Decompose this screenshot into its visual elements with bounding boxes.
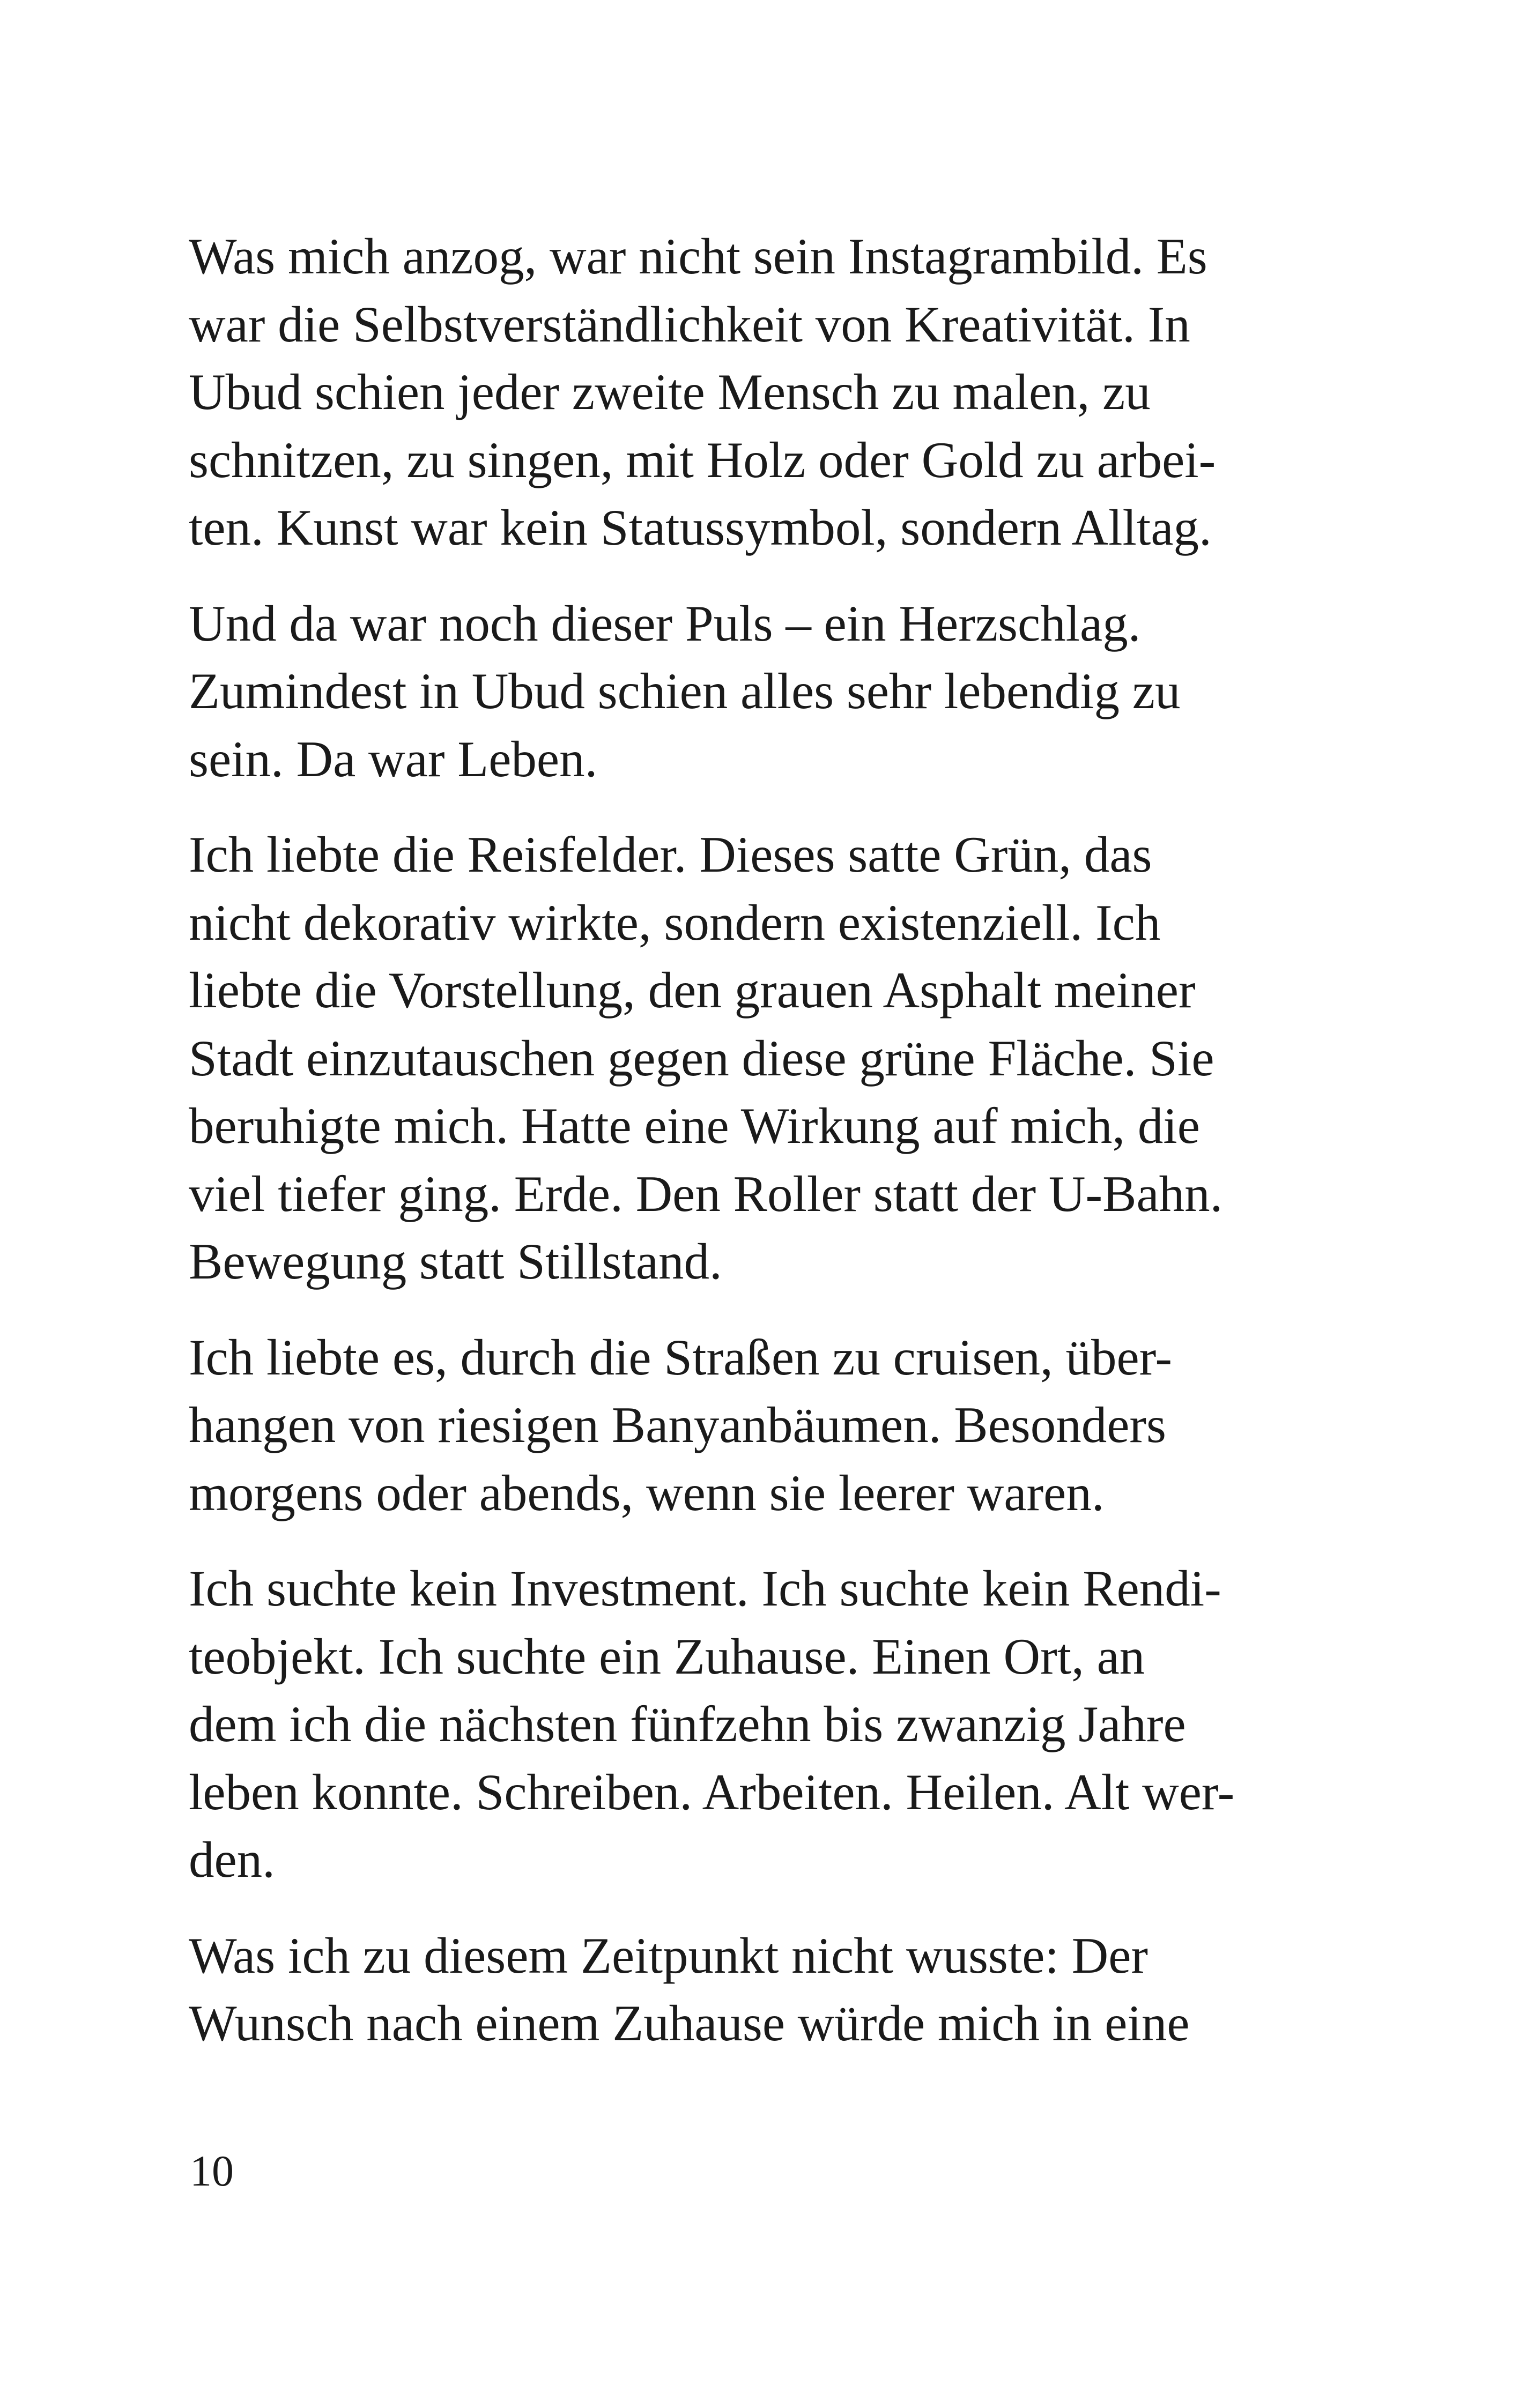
text-line: den. xyxy=(189,1831,275,1888)
text-line: beruhigte mich. Hatte eine Wirkung auf mich, die xyxy=(189,1097,1200,1154)
paragraph-5 xyxy=(189,1555,1309,1894)
text-line: dem ich die nächsten fünfzehn bis zwanzig Jahre xyxy=(189,1696,1186,1752)
paragraph-4 xyxy=(189,1324,1309,1527)
text-line: Ubud schien jeder zweite Mensch zu malen, zu xyxy=(189,363,1151,420)
paragraph-6 xyxy=(189,1922,1309,2057)
paragraph-1 xyxy=(189,222,1309,562)
text-line: Was ich zu diesem Zeitpunkt nicht wusste: Der xyxy=(189,1927,1148,1984)
text-line: hangen von riesigen Banyanbäumen. Besonders xyxy=(189,1396,1166,1453)
text-line: nicht dekorativ wirkte, sondern existenziell. Ich xyxy=(189,894,1161,951)
text-line: morgens oder abends, wenn sie leerer waren. xyxy=(189,1464,1105,1521)
body-text xyxy=(189,222,1309,2085)
text-line: Zumindest in Ubud schien alles sehr lebendig zu xyxy=(189,663,1181,719)
text-line: teobjekt. Ich suchte ein Zuhause. Einen Ort, an xyxy=(189,1627,1145,1685)
text-line: Wunsch nach einem Zuhause würde mich in eine xyxy=(189,1995,1190,2052)
text-line: liebte die Vorstellung, den grauen Asphalt meiner xyxy=(189,962,1196,1019)
text-line: viel tiefer ging. Erde. Den Roller statt der U-Bahn. xyxy=(189,1165,1223,1222)
text-line: war die Selbstverständlichkeit von Kreativität. In xyxy=(189,295,1190,353)
text-line: Ich suchte kein Investment. Ich suchte kein Rendi- xyxy=(189,1560,1221,1617)
text-line: Und da war noch dieser Puls – ein Herzschlag. xyxy=(189,594,1141,652)
text-line: Was mich anzog, war nicht sein Instagrambild. Es xyxy=(189,228,1207,285)
text-line: sein. Da war Leben. xyxy=(189,730,598,787)
text-line: ten. Kunst war kein Statussymbol, sondern Alltag. xyxy=(189,499,1212,556)
paragraph-2 xyxy=(189,590,1309,793)
text-line: schnitzen, zu singen, mit Holz oder Gold zu arbei- xyxy=(189,431,1216,488)
text-line: Ich liebte es, durch die Straßen zu cruisen, über- xyxy=(189,1328,1173,1386)
page-number: 10 xyxy=(190,2146,234,2195)
text-line: Ich liebte die Reisfelder. Dieses satte Grün, das xyxy=(189,826,1152,883)
text-line: Stadt einzutauschen gegen diese grüne Fläche. Sie xyxy=(189,1029,1214,1087)
text-line: leben konnte. Schreiben. Arbeiten. Heilen. Alt wer- xyxy=(189,1763,1235,1820)
paragraph-3 xyxy=(189,821,1309,1296)
text-line: Bewegung statt Stillstand. xyxy=(189,1233,722,1290)
